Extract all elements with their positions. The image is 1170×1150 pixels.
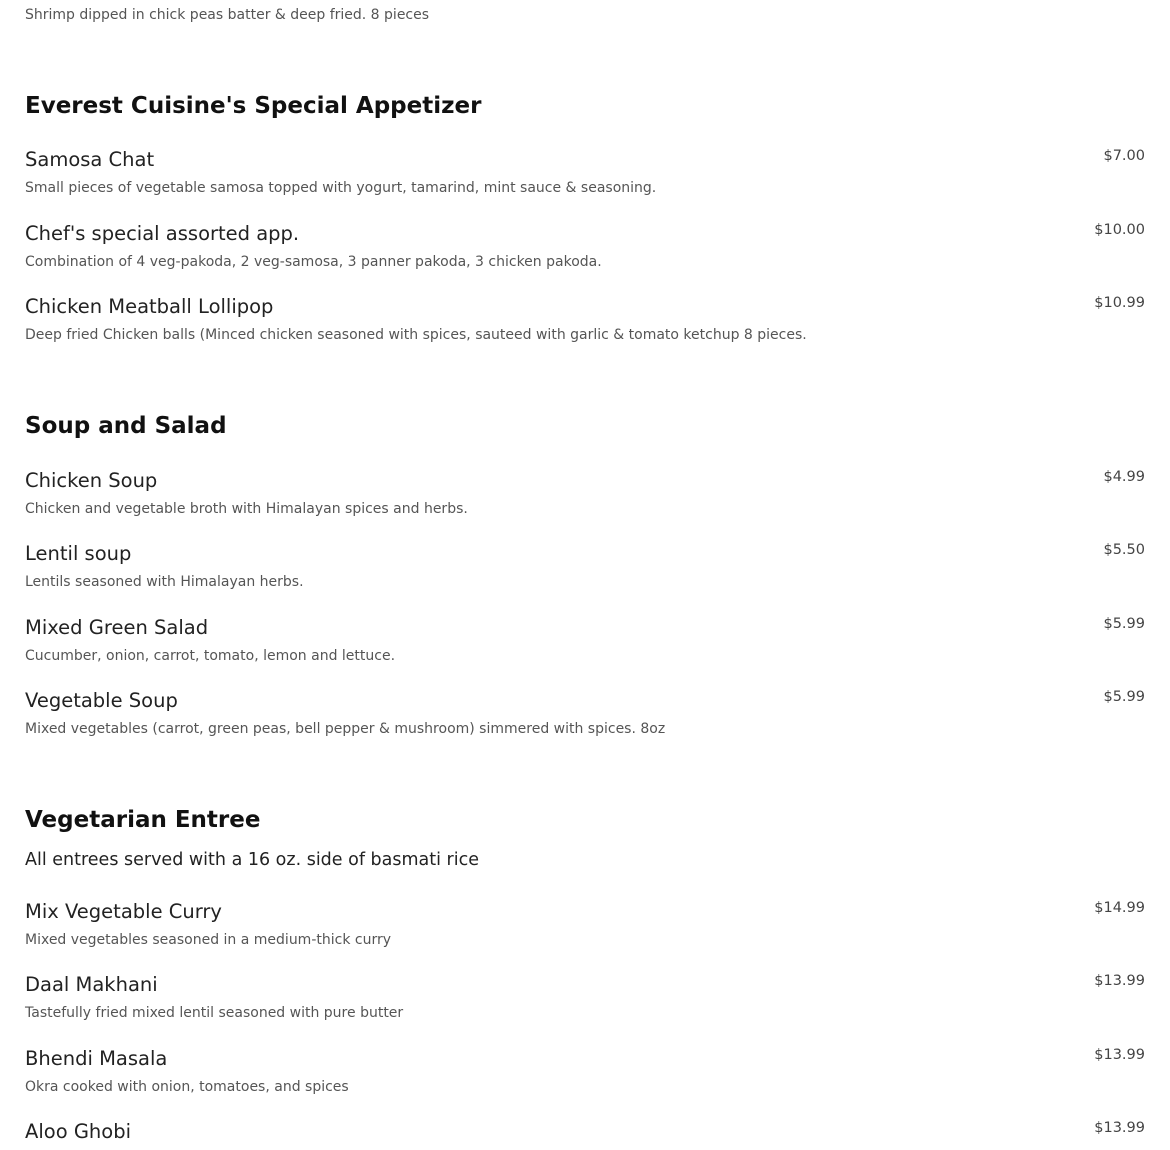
menu-item-price: $5.99 (1103, 616, 1145, 632)
section-title-vegetarian-entree: Vegetarian Entree (25, 807, 261, 833)
section-title-special-appetizer: Everest Cuisine's Special Appetizer (25, 93, 482, 119)
menu-item-name: Chicken Meatball Lollipop (25, 295, 274, 318)
menu-item-description: Tastefully fried mixed lentil seasoned with pure butter (25, 1005, 404, 1021)
section-title-soup-and-salad: Soup and Salad (25, 413, 227, 439)
menu-item-price: $5.50 (1103, 542, 1145, 558)
menu-item-description: Cucumber, onion, carrot, tomato, lemon and lettuce. (25, 648, 396, 664)
menu-item-name: Chicken Soup (25, 469, 158, 492)
menu-item-price: $4.99 (1103, 469, 1145, 485)
menu-item-price: $7.00 (1103, 148, 1145, 164)
menu-item-description: Chicken and vegetable broth with Himalayan spices and herbs. (25, 501, 468, 517)
menu-item-name: Mix Vegetable Curry (25, 900, 222, 923)
menu-item-description: Deep fried Chicken balls (Minced chicken seasoned with spices, sauteed with garlic & tomato ketchup 8 pieces. (25, 327, 807, 343)
menu-item-price: $10.00 (1094, 222, 1145, 238)
menu-item-description: Lentils seasoned with Himalayan herbs. (25, 574, 304, 590)
menu-item-name: Mixed Green Salad (25, 616, 209, 639)
item-description: Shrimp dipped in chick peas batter & deep fried. 8 pieces (25, 7, 430, 23)
menu-item-name: Samosa Chat (25, 148, 155, 171)
menu-item-description: Small pieces of vegetable samosa topped with yogurt, tamarind, mint sauce & seasoning. (25, 180, 657, 196)
menu-item-price: $13.99 (1094, 973, 1145, 989)
menu-item-description: Combination of 4 veg-pakoda, 2 veg-samosa, 3 panner pakoda, 3 chicken pakoda. (25, 254, 602, 270)
menu-item-price: $10.99 (1094, 295, 1145, 311)
menu-item-description: Mixed vegetables (carrot, green peas, bell pepper & mushroom) simmered with spices. 8oz (25, 721, 666, 737)
menu-item-name: Lentil soup (25, 542, 132, 565)
menu-item-description: Okra cooked with onion, tomatoes, and spices (25, 1079, 349, 1095)
menu-item-description: Mixed vegetables seasoned in a medium-thick curry (25, 932, 392, 948)
menu-item-price: $13.99 (1094, 1120, 1145, 1136)
menu-item-price: $13.99 (1094, 1047, 1145, 1063)
menu-item-price: $14.99 (1094, 900, 1145, 916)
section-note: All entrees served with a 16 oz. side of basmati rice (25, 850, 480, 870)
menu-item-name: Bhendi Masala (25, 1047, 168, 1070)
menu-item-name: Chef's special assorted app. (25, 222, 300, 245)
menu-item-name: Aloo Ghobi (25, 1120, 132, 1143)
menu-item-price: $5.99 (1103, 689, 1145, 705)
menu-item-name: Daal Makhani (25, 973, 158, 996)
menu-item-name: Vegetable Soup (25, 689, 178, 712)
